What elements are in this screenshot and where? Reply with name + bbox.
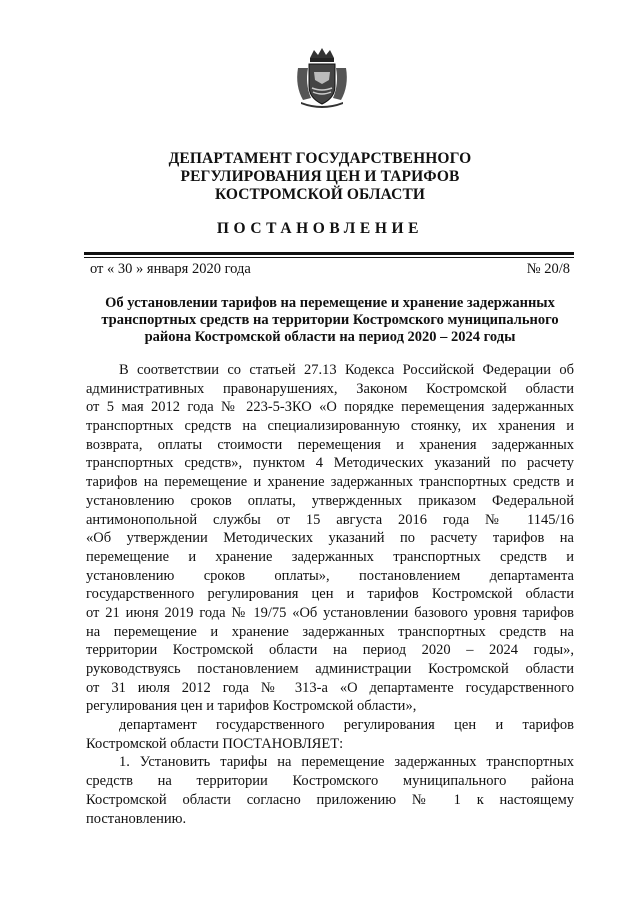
department-name bbox=[0, 150, 640, 204]
subject-line: транспортных средств на территории Костромского муниципального bbox=[101, 312, 559, 328]
document-date: от « 30 » января 2020 года bbox=[90, 261, 251, 277]
body-text-line: В соответствии со статьей 27.13 Кодекса Российской Федерации об bbox=[119, 362, 574, 378]
body-text-line: руководствуясь постановлением администрации Костромской области bbox=[86, 661, 574, 677]
body-text-line: 1. Установить тарифы на перемещение задержанных транспортных bbox=[119, 754, 574, 771]
body-text-line: возврата, оплаты стоимости перемещения и хранения задержанных bbox=[86, 436, 574, 453]
document-type-title: ПОСТАНОВЛЕНИЕ bbox=[216, 220, 424, 237]
subject-line: Об установлении тарифов на перемещение и хранение задержанных bbox=[105, 295, 555, 311]
body-text-line: департамент государственного регулирования цен и тарифов bbox=[119, 717, 574, 734]
department-line: ДЕПАРТАМЕНТ ГОСУДАРСТВЕННОГО bbox=[168, 150, 472, 167]
body-text-line: тарифов на перемещение и хранение задержанных транспортных средств и bbox=[86, 474, 574, 491]
body-text-line: «Об утверждении Методических указаний по расчету тарифов на bbox=[86, 530, 574, 547]
document-number: № 20/8 bbox=[526, 261, 570, 277]
document-body bbox=[86, 361, 574, 828]
department-line: КОСТРОМСКОЙ ОБЛАСТИ bbox=[214, 186, 426, 203]
header-divider-thick bbox=[84, 252, 574, 255]
kostroma-region-coat-of-arms-icon bbox=[293, 46, 351, 108]
body-text-line: транспортных средств на специализированную стоянку, их хранения и bbox=[86, 418, 574, 435]
body-text-line: постановлению. bbox=[86, 810, 187, 827]
body-text-line: средств на территории Костромского муниципального района bbox=[86, 773, 574, 790]
body-text-line: антимонопольной службы от 15 августа 2016 года № 1145/16 bbox=[86, 511, 574, 528]
subject-line: района Костромской области на период 2020 – 2024 годы bbox=[144, 329, 516, 345]
body-text-line: транспортных средств», пунктом 4 Методических указаний по расчету bbox=[86, 455, 574, 472]
body-text-line: государственного регулирования цен и тарифов Костромской области bbox=[86, 586, 574, 603]
body-text-line: Костромской области согласно приложению № 1 к настоящему bbox=[86, 791, 574, 808]
body-text-line: административных правонарушениях, Законом Костромской области bbox=[86, 380, 574, 397]
body-text-line: на перемещение и хранение задержанных транспортных средств на bbox=[86, 623, 574, 640]
header-divider-thin bbox=[84, 257, 574, 258]
body-text-line: от 5 мая 2012 года № 223-5-ЗКО «О порядке перемещения задержанных bbox=[86, 399, 574, 416]
department-line: РЕГУЛИРОВАНИЯ ЦЕН И ТАРИФОВ bbox=[180, 168, 460, 185]
body-text-line: территории Костромской области на период 2020 – 2024 годы», bbox=[86, 642, 574, 659]
body-text-line: от 31 июля 2012 года № 313-а «О департаменте государственного bbox=[86, 679, 574, 696]
document-subject bbox=[80, 295, 580, 346]
body-text-line: от 21 июня 2019 года № 19/75 «Об установлении базового уровня тарифов bbox=[86, 604, 574, 621]
body-text-line: перемещение и хранение задержанных транспортных средств и bbox=[86, 548, 574, 565]
body-text-line: установлению сроков оплаты», постановлением департамента bbox=[86, 567, 574, 584]
body-text-line: регулирования цен и тарифов Костромской области», bbox=[86, 698, 417, 715]
body-text-line: Костромской области ПОСТАНОВЛЯЕТ: bbox=[86, 735, 344, 752]
body-text-line: установлению сроков оплаты, утвержденных приказом Федеральной bbox=[86, 492, 574, 509]
